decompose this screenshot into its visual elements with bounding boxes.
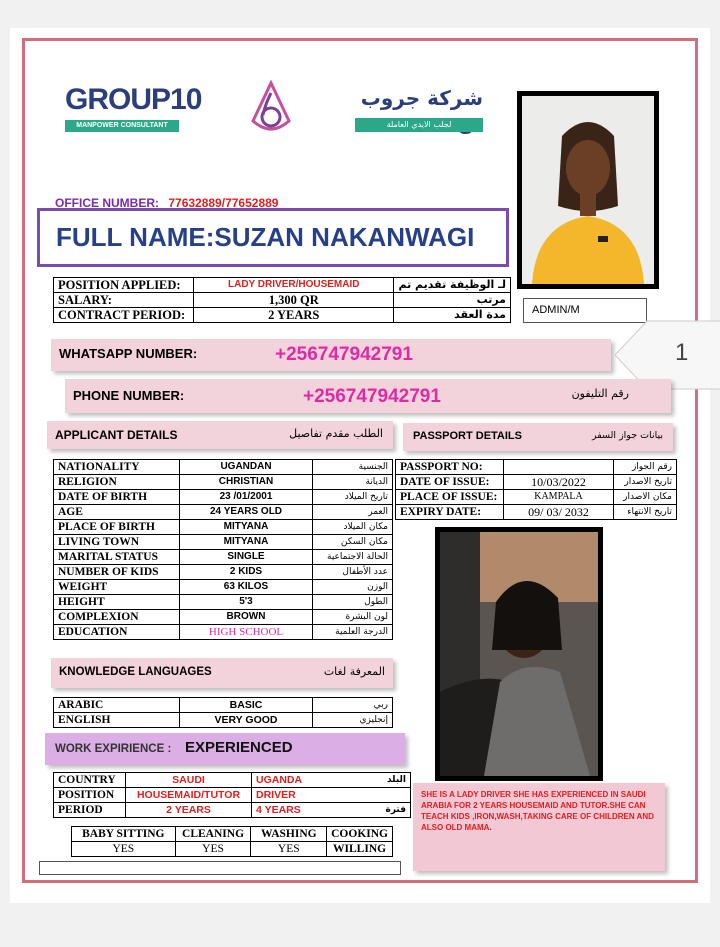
experience-note: SHE IS A LADY DRIVER SHE HAS EXPERIENCED IN SAUDI ARABIA FOR 2 YEARS HOUSEMAID AND TUTOR.SHE CAN TEACH KIDS ,IRON,WASH,TAKING CARE OF CHILDREN AND ALSO OLD MAMA.: [413, 783, 665, 871]
group10-tagline: MANPOWER CONSULTANT: [65, 120, 179, 132]
office-number-value: 77632889/77652889: [168, 196, 279, 210]
applicant-field-label: COMPLEXION: [54, 610, 180, 625]
experience-table: [53, 772, 411, 818]
full-name: FULL NAME:SUZAN NAKANWAGI: [37, 208, 509, 267]
applicant-field-value: SINGLE: [180, 550, 313, 565]
table-row: ENGLISH VERY GOOD إنجليزي: [54, 713, 393, 728]
applicant-field-value: UGANDAN: [180, 460, 313, 475]
phone-number[interactable]: +256747942791: [303, 386, 441, 407]
office-number-label: OFFICE NUMBER:: [55, 196, 159, 210]
applicant-field-label: HEIGHT: [54, 595, 180, 610]
table-row: [396, 505, 677, 520]
table-row: COUNTRY SAUDI UGANDA البلد: [54, 773, 411, 788]
table-row: [396, 460, 677, 475]
applicant-field-arabic: الدرجة العلمية: [313, 625, 393, 640]
applicant-field-arabic: مكان الميلاد: [313, 520, 393, 535]
company-emblem-icon: [243, 79, 299, 135]
applicant-field-value: MITYANA: [180, 520, 313, 535]
applicant-field-label: RELIGION: [54, 475, 180, 490]
group10-logo: GROUP10: [65, 83, 202, 116]
applicant-field-label: NATIONALITY: [54, 460, 180, 475]
applicant-field-arabic: الطول: [313, 595, 393, 610]
knowledge-languages-header: KNOWLEDGE LANGUAGES المعرفة لغات: [51, 658, 393, 688]
applicant-field-label: AGE: [54, 505, 180, 520]
table-row: [54, 550, 393, 565]
passport-field-arabic: تاريخ الانتهاء: [614, 505, 677, 520]
applicant-field-arabic: لون البشرة: [313, 610, 393, 625]
page-badge-number: 1: [675, 339, 689, 366]
applicant-field-label: EDUCATION: [54, 625, 180, 640]
applicant-field-value: CHRISTIAN: [180, 475, 313, 490]
table-row: [396, 475, 677, 490]
passport-field-arabic: مكان الاصدار: [614, 490, 677, 505]
applicant-field-label: WEIGHT: [54, 580, 180, 595]
table-row: [54, 475, 393, 490]
portrait-photo: [517, 91, 659, 289]
passport-field-label: PASSPORT NO:: [396, 460, 504, 475]
position-table: [53, 277, 511, 323]
passport-field-value: KAMPALA: [504, 490, 614, 505]
table-row: [54, 595, 393, 610]
table-row: PERIOD 2 YEARS 4 YEARS فترة: [54, 803, 411, 818]
applicant-table-body: [54, 460, 393, 640]
passport-field-label: PLACE OF ISSUE:: [396, 490, 504, 505]
table-row: [54, 490, 393, 505]
passport-table-body: [396, 460, 677, 520]
table-row: [54, 610, 393, 625]
applicant-field-arabic: عدد الأطفال: [313, 565, 393, 580]
table-row: [54, 460, 393, 475]
applicant-field-arabic: الديانة: [313, 475, 393, 490]
languages-table: [53, 697, 393, 728]
driving-photo: [435, 527, 603, 781]
whatsapp-band: [51, 339, 611, 371]
work-experience-label: WORK EXPIRIENCE :: [55, 743, 172, 755]
applicant-field-arabic: تاريخ الميلاد: [313, 490, 393, 505]
passport-table: [395, 459, 677, 520]
skills-table: [71, 826, 393, 857]
table-row: [54, 580, 393, 595]
applicant-field-value: BROWN: [180, 610, 313, 625]
passport-field-value: [504, 460, 614, 475]
applicant-field-label: MARITAL STATUS: [54, 550, 180, 565]
applicant-field-label: DATE OF BIRTH: [54, 490, 180, 505]
applicant-field-label: NUMBER OF KIDS: [54, 565, 180, 580]
passport-field-arabic: رقم الجواز: [614, 460, 677, 475]
table-row: [396, 490, 677, 505]
applicant-field-arabic: الحالة الاجتماعية: [313, 550, 393, 565]
applicant-field-value: 24 YEARS OLD: [180, 505, 313, 520]
applicant-field-value: MITYANA: [180, 535, 313, 550]
skills-header-row: BABY SITTING CLEANING WASHING COOKING: [72, 827, 393, 842]
whatsapp-label: WHATSAPP NUMBER:: [59, 346, 198, 361]
table-row: [54, 520, 393, 535]
table-row: [54, 535, 393, 550]
passport-field-value: 10/03/2022: [504, 475, 614, 490]
passport-field-value: 09/ 03/ 2032: [504, 505, 614, 520]
phone-band: [65, 379, 671, 413]
passport-details-header: PASSPORT DETAILS بيانات جواز السفر: [403, 423, 673, 451]
skills-value-row: YES YES YES WILLING: [72, 842, 393, 857]
passport-field-arabic: تاريخ الاصدار: [614, 475, 677, 490]
table-row: ARABIC BASIC ربي: [54, 698, 393, 713]
table-row: CONTRACT PERIOD: 2 YEARS مدة العقد: [54, 308, 511, 323]
phone-label: PHONE NUMBER:: [73, 388, 185, 403]
table-row: [54, 625, 393, 640]
passport-field-label: EXPIRY DATE:: [396, 505, 504, 520]
admin-code: ADMIN/M: [523, 298, 647, 323]
table-row: POSITION HOUSEMAID/TUTOR DRIVER: [54, 788, 411, 803]
applicant-table: [53, 459, 393, 640]
applicant-field-value: 63 KILOS: [180, 580, 313, 595]
empty-row: [39, 861, 401, 875]
applicant-details-header: APPLICANT DETAILS الطلب مقدم تفاصيل: [47, 421, 393, 449]
applicant-field-label: PLACE OF BIRTH: [54, 520, 180, 535]
applicant-field-arabic: الجنسية: [313, 460, 393, 475]
arabic-company-tagline: لجلب الايدي العاملة: [355, 118, 483, 132]
cv-frame: [22, 38, 698, 883]
applicant-field-value: 23 /01/2001: [180, 490, 313, 505]
applicant-field-value: HIGH SCHOOL: [180, 625, 313, 640]
applicant-field-arabic: مكان السكن: [313, 535, 393, 550]
work-experience-band: [45, 733, 405, 765]
table-row: [54, 505, 393, 520]
arabic-company-name: شركة جروب: [360, 86, 483, 110]
table-row: SALARY: 1,300 QR مرتب: [54, 293, 511, 308]
phone-label-arabic: رقم التليفون: [571, 387, 629, 400]
whatsapp-number[interactable]: +256747942791: [275, 344, 413, 365]
table-row: POSITION APPLIED: LADY DRIVER/HOUSEMAID لـ الوظيفة تقديم تم: [54, 278, 511, 293]
portrait-image: [522, 96, 654, 284]
applicant-field-value: 5'3: [180, 595, 313, 610]
applicant-field-label: LIVING TOWN: [54, 535, 180, 550]
table-row: [54, 565, 393, 580]
applicant-field-value: 2 KIDS: [180, 565, 313, 580]
passport-field-label: DATE OF ISSUE:: [396, 475, 504, 490]
driving-image: [440, 532, 598, 776]
applicant-field-arabic: الوزن: [313, 580, 393, 595]
work-experience-value: EXPERIENCED: [185, 739, 293, 756]
applicant-field-arabic: العمر: [313, 505, 393, 520]
